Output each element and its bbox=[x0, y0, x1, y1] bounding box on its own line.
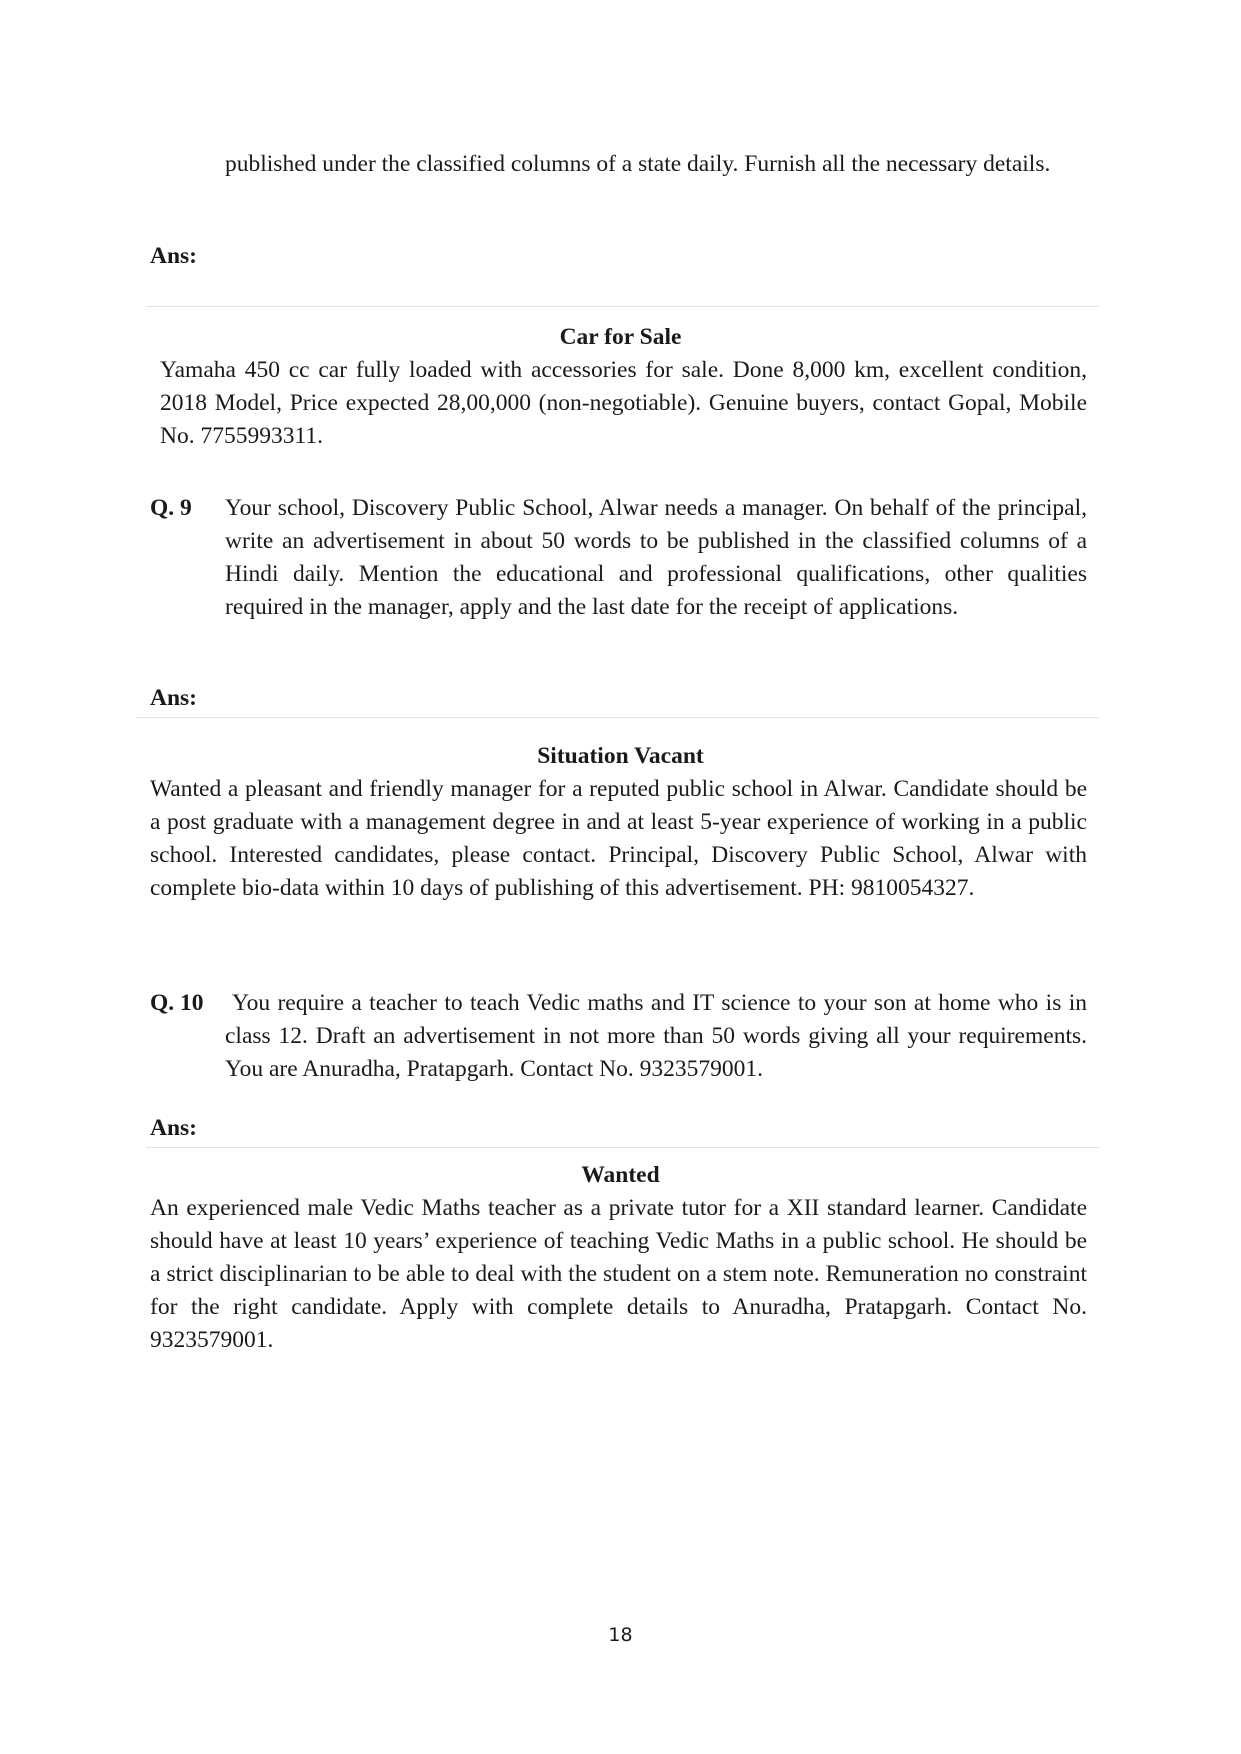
ad-title-wanted: Wanted bbox=[581, 1162, 660, 1188]
answer-label: Ans: bbox=[150, 1115, 198, 1141]
ad-body-situation-vacant: Wanted a pleasant and friendly manager for a reputed public school in Alwar. Candidate should be a post graduate with a management degree in and at least 5-year experience of working in a public school. Interested candidates, please contact. Principal, Discovery Public School, Alwar with complete bio-data within 10 days of publishing of this advertisement. PH: 9810054327. bbox=[150, 776, 1087, 901]
question-number-10: Q. 10 bbox=[150, 990, 204, 1016]
answer-label: Ans: bbox=[150, 243, 198, 269]
question-text-10: You require a teacher to teach Vedic maths and IT science to your son at home who is in class 12. Draft an advertisement in not more than 50 words giving all your requirements. You are Anuradha, Pratapgarh. Contact No. 9323579001. bbox=[225, 990, 1087, 1082]
ad-body-car-for-sale: Yamaha 450 cc car fully loaded with accessories for sale. Done 8,000 km, excellent condition, 2018 Model, Price expected 28,00,000 (non-negotiable). Genuine buyers, contact Gopal, Mobile No. 7755993311. bbox=[160, 357, 1087, 449]
question-number-9: Q. 9 bbox=[150, 495, 192, 521]
ad-title-situation-vacant: Situation Vacant bbox=[537, 743, 704, 769]
divider bbox=[146, 1147, 1099, 1148]
divider bbox=[136, 717, 1099, 718]
ad-body-wanted: An experienced male Vedic Maths teacher as a private tutor for a XII standard learner. Candidate should have at least 10 years’ experience of teaching Vedic Maths in a public school. He should be a strict disciplinarian to be able to deal with the student on a stem note. Remuneration no constraint for the right candidate. Apply with complete details to Anuradha, Pratapgarh. Contact No. 9323579001. bbox=[150, 1195, 1087, 1353]
question-continuation-text: published under the classified columns of a state daily. Furnish all the necessary details. bbox=[225, 151, 1051, 177]
divider bbox=[146, 306, 1099, 307]
page-number: 18 bbox=[608, 1624, 633, 1646]
ad-title-car-for-sale: Car for Sale bbox=[559, 324, 682, 350]
answer-label: Ans: bbox=[150, 685, 198, 711]
question-text-9: Your school, Discovery Public School, Alwar needs a manager. On behalf of the principal, write an advertisement in about 50 words to be published in the classified columns of a Hindi daily. Mention the educational and professional qualifications, other qualities required in the manager, apply and the last date for the receipt of applications. bbox=[225, 495, 1087, 620]
